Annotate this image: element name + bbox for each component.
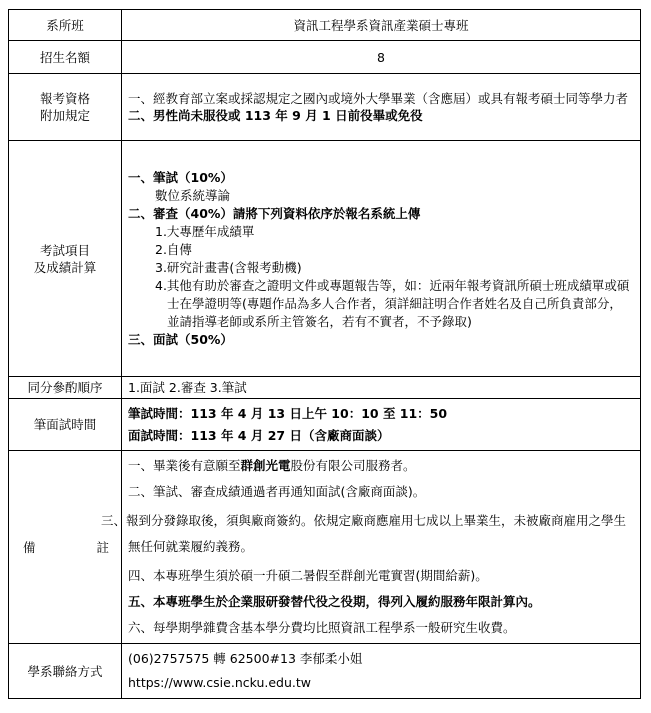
- remark-item-6: 六、每學期學雜費含基本學分費均比照資訊工程學系一般研究生收費。: [128, 620, 516, 635]
- eligibility-label-2: 附加規定: [39, 108, 90, 123]
- row-schedule: [9, 399, 641, 451]
- remark-item-5: 五、本專班學生於企業服研發替代役之役期，得列入履約服務年限計算內。: [128, 594, 541, 609]
- eligibility-item-1: 一、經教育部立案或採認規定之國內或境外大學畢業（含應屆）或具有報考碩士同等學力者: [128, 91, 629, 106]
- schedule-label: 筆面試時間: [9, 399, 122, 451]
- exam-label-1: 考試項目: [39, 242, 90, 258]
- exam-doc-2: 2.自傳: [155, 241, 192, 257]
- eligibility-label-1: 報考資格: [39, 91, 90, 106]
- exam-review: 二、審查（40%）請將下列資料依序於報名系統上傳: [128, 205, 421, 221]
- remarks-label-2: 註: [96, 539, 109, 555]
- remarks-label-1: 備: [23, 539, 36, 555]
- dept-value: 資訊工程學系資訊產業碩士專班: [122, 10, 641, 41]
- row-tie: [9, 377, 641, 399]
- contact-url[interactable]: https://www.csie.ncku.edu.tw: [128, 675, 312, 690]
- exam-doc-3: 3.研究計畫書(含報考動機): [155, 259, 302, 275]
- remarks-label: [9, 451, 122, 644]
- written-time: 筆試時間：113 年 4 月 13 日上午 10：10 至 11：50: [128, 405, 448, 421]
- remark-item-4: 四、本專班學生須於碩一升碩二暑假至群創光電實習(期間給薪)。: [128, 568, 488, 583]
- remark-item-2: 二、筆試、審查成績通過者再通知面試(含廠商面談)。: [128, 484, 426, 499]
- eligibility-item-2: 二、男性尚未服役或 113 年 9 月 1 日前役畢或免役: [128, 108, 423, 123]
- eligibility-content: [122, 74, 641, 141]
- exam-written-subject: 數位系統導論: [155, 187, 231, 203]
- quota-label: 招生名額: [9, 41, 122, 74]
- exam-doc-1: 1.大專歷年成績單: [155, 223, 255, 239]
- eligibility-label: [9, 74, 122, 141]
- row-quota: [9, 41, 641, 74]
- exam-content: [122, 141, 641, 377]
- contact-content: [122, 644, 641, 699]
- remark-item-3: 三、報到分發錄取後，須與廠商簽約。依規定廠商應雇用七成以上畢業生，未被廠商雇用之學生無任何就業履約義務。: [101, 513, 627, 554]
- interview-time: 面試時間：113 年 4 月 27 日（含廠商面談）: [128, 427, 390, 443]
- row-contact: [9, 644, 641, 699]
- contact-phone: (06)2757575 轉 62500#13 李郁柔小姐: [128, 651, 363, 666]
- row-eligibility: [9, 74, 641, 141]
- exam-written: 一、筆試（10%）: [128, 169, 233, 185]
- remark-item-1: 一、畢業後有意願至群創光電股份有限公司服務者。: [128, 458, 416, 473]
- quota-value: 8: [122, 41, 641, 74]
- schedule-content: [122, 399, 641, 451]
- tie-value: 1.面試 2.審查 3.筆試: [122, 377, 641, 399]
- row-exam: [9, 141, 641, 377]
- remarks-content: [101, 451, 641, 644]
- exam-label: [9, 141, 122, 377]
- exam-interview: 三、面試（50%）: [128, 331, 233, 347]
- row-dept: [9, 10, 641, 41]
- admission-table: [8, 9, 641, 699]
- dept-label: 系所班: [9, 10, 122, 41]
- exam-label-2: 及成績計算: [33, 259, 97, 275]
- tie-label: 同分參酌順序: [9, 377, 122, 399]
- row-remarks: [9, 451, 641, 644]
- exam-doc-4: 4.其他有助於審查之證明文件或專題報告等，如：近兩年報考資訊所碩士班成績單或碩士在學證明等(專題作品為多人合作者，須詳細註明合作者姓名及自己所負責部分，並請指導老師或系所主管簽名，若有不實者，不予錄取): [155, 277, 630, 329]
- contact-label: 學系聯絡方式: [9, 644, 122, 699]
